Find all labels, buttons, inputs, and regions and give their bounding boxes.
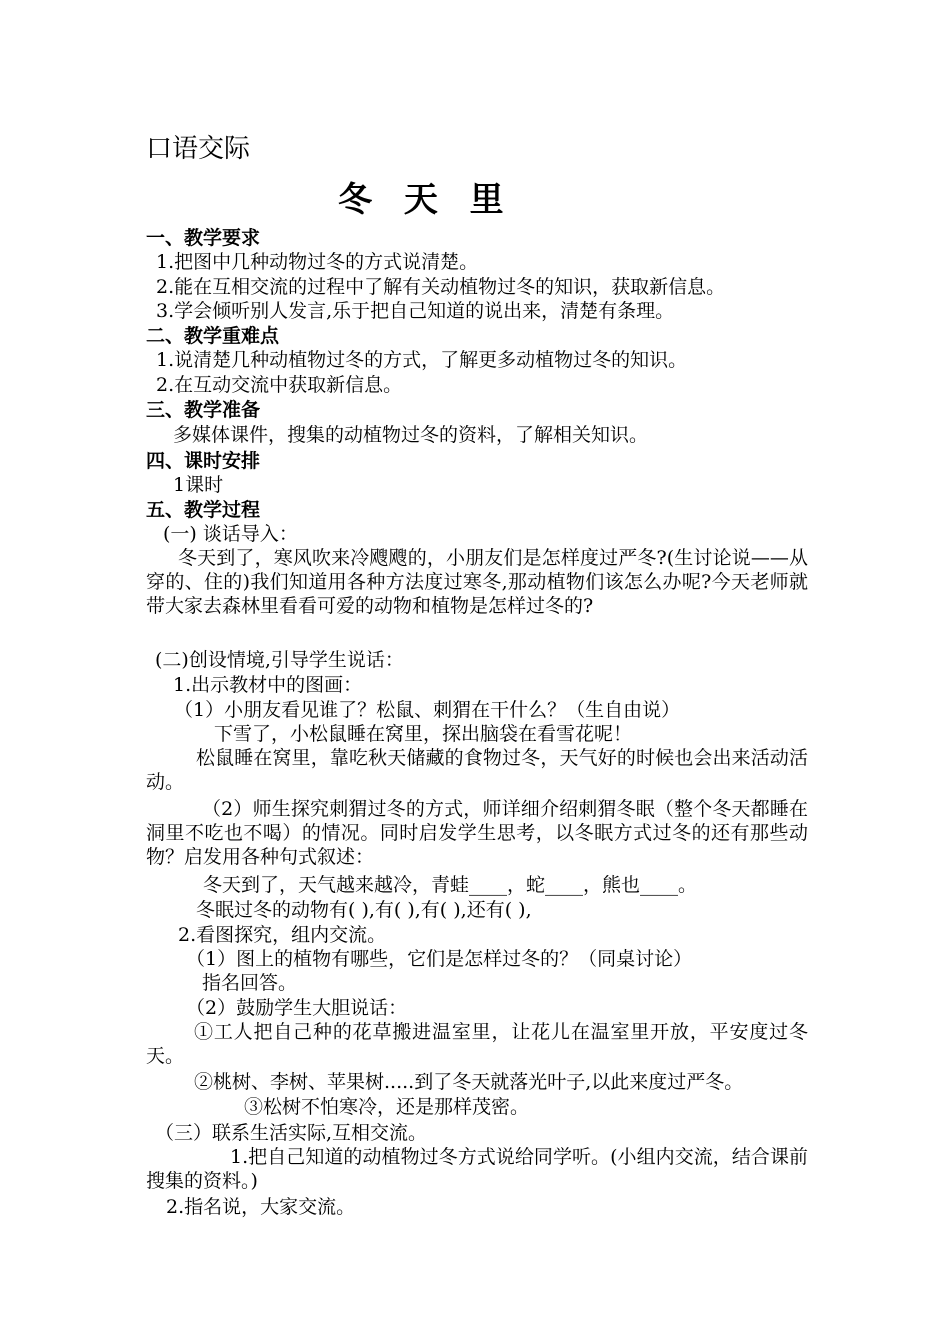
process-step: 2.看图探究，组内交流。 (178, 924, 387, 946)
process-paragraph: ①工人把自己种的花草搬进温室里，让花儿在温室里开放，平安度过冬天。 (146, 1021, 808, 1067)
section-heading-process: 五、教学过程 (146, 499, 261, 521)
section-heading-schedule: 四、课时安排 (146, 450, 261, 472)
key-point-item: 2.在互动交流中获取新信息。 (156, 374, 403, 396)
process-paragraph: （2）师生探究刺猬过冬的方式，师详细介绍刺猬冬眠（整个冬天都睡在洞里不吃也不喝）的情况。同时启发学生思考，以冬眠方式过冬的还有那些动物？启发用各种句式叙述： (146, 798, 808, 868)
section-heading-requirements: 一、教学要求 (146, 227, 261, 249)
section-heading-key-points: 二、教学重难点 (146, 325, 280, 347)
process-step: （2）鼓励学生大胆说话： (186, 997, 408, 1019)
kicker-label: 口语交际 (146, 134, 251, 164)
page-title: 冬 天 里 (338, 180, 514, 220)
process-line: 下雪了，小松鼠睡在窝里，探出脑袋在看雪花呢！ (214, 723, 633, 745)
requirement-item: 1.把图中几种动物过冬的方式说清楚。 (156, 251, 479, 273)
process-paragraph: 1.把自己知道的动植物过冬方式说给同学听。(小组内交流，结合课前搜集的资料。) (146, 1146, 808, 1192)
process-subheading: (二)创设情境,引导学生说话： (155, 649, 404, 671)
section-heading-preparation: 三、教学准备 (146, 399, 261, 421)
process-step: （1）图上的植物有哪些，它们是怎样过冬的？（同桌讨论） (186, 948, 693, 970)
process-subheading: (一) 谈话导入： (163, 523, 298, 545)
process-line: ②桃树、李树、苹果树.....到了冬天就落光叶子,以此来度过严冬。 (194, 1071, 744, 1093)
process-paragraph: 松鼠睡在窝里，靠吃秋天储藏的食物过冬，天气好的时候也会出来活动活动。 (146, 747, 808, 793)
preparation-item: 多媒体课件，搜集的动植物过冬的资料，了解相关知识。 (173, 424, 649, 446)
requirement-item: 3.学会倾听别人发言,乐于把自己知道的说出来，清楚有条理。 (156, 300, 675, 322)
fill-in-sentence: 冬天到了，天气越来越冷，青蛙____，蛇____，熊也____。 (203, 874, 698, 896)
schedule-item: 1课时 (173, 474, 224, 496)
process-paragraph: 冬天到了，寒风吹来冷飕飕的，小朋友们是怎样度过严冬?(生讨论说——从穿的、住的)我们知道用各种方法度过寒冬,那动植物们该怎么办呢?今天老师就带大家去森林里看看可爱的动物和植物是怎样过冬的? (146, 547, 808, 617)
key-point-item: 1.说清楚几种动植物过冬的方式，了解更多动植物过冬的知识。 (156, 349, 688, 371)
process-line: ③松树不怕寒冷，还是那样茂密。 (244, 1096, 530, 1118)
process-step: 2.指名说，大家交流。 (166, 1196, 356, 1218)
process-step: 1.出示教材中的图画： (173, 674, 363, 696)
fill-in-sentence: 冬眠过冬的动物有( ),有( ),有( ),还有( ), (196, 899, 532, 921)
process-line: 指名回答。 (202, 972, 298, 994)
requirement-item: 2.能在互相交流的过程中了解有关动植物过冬的知识，获取新信息。 (156, 276, 726, 298)
process-subheading: （三）联系生活实际,互相交流。 (155, 1122, 428, 1144)
process-step: （1）小朋友看见谁了？松鼠、刺猬在干什么？（生自由说） (174, 699, 681, 721)
